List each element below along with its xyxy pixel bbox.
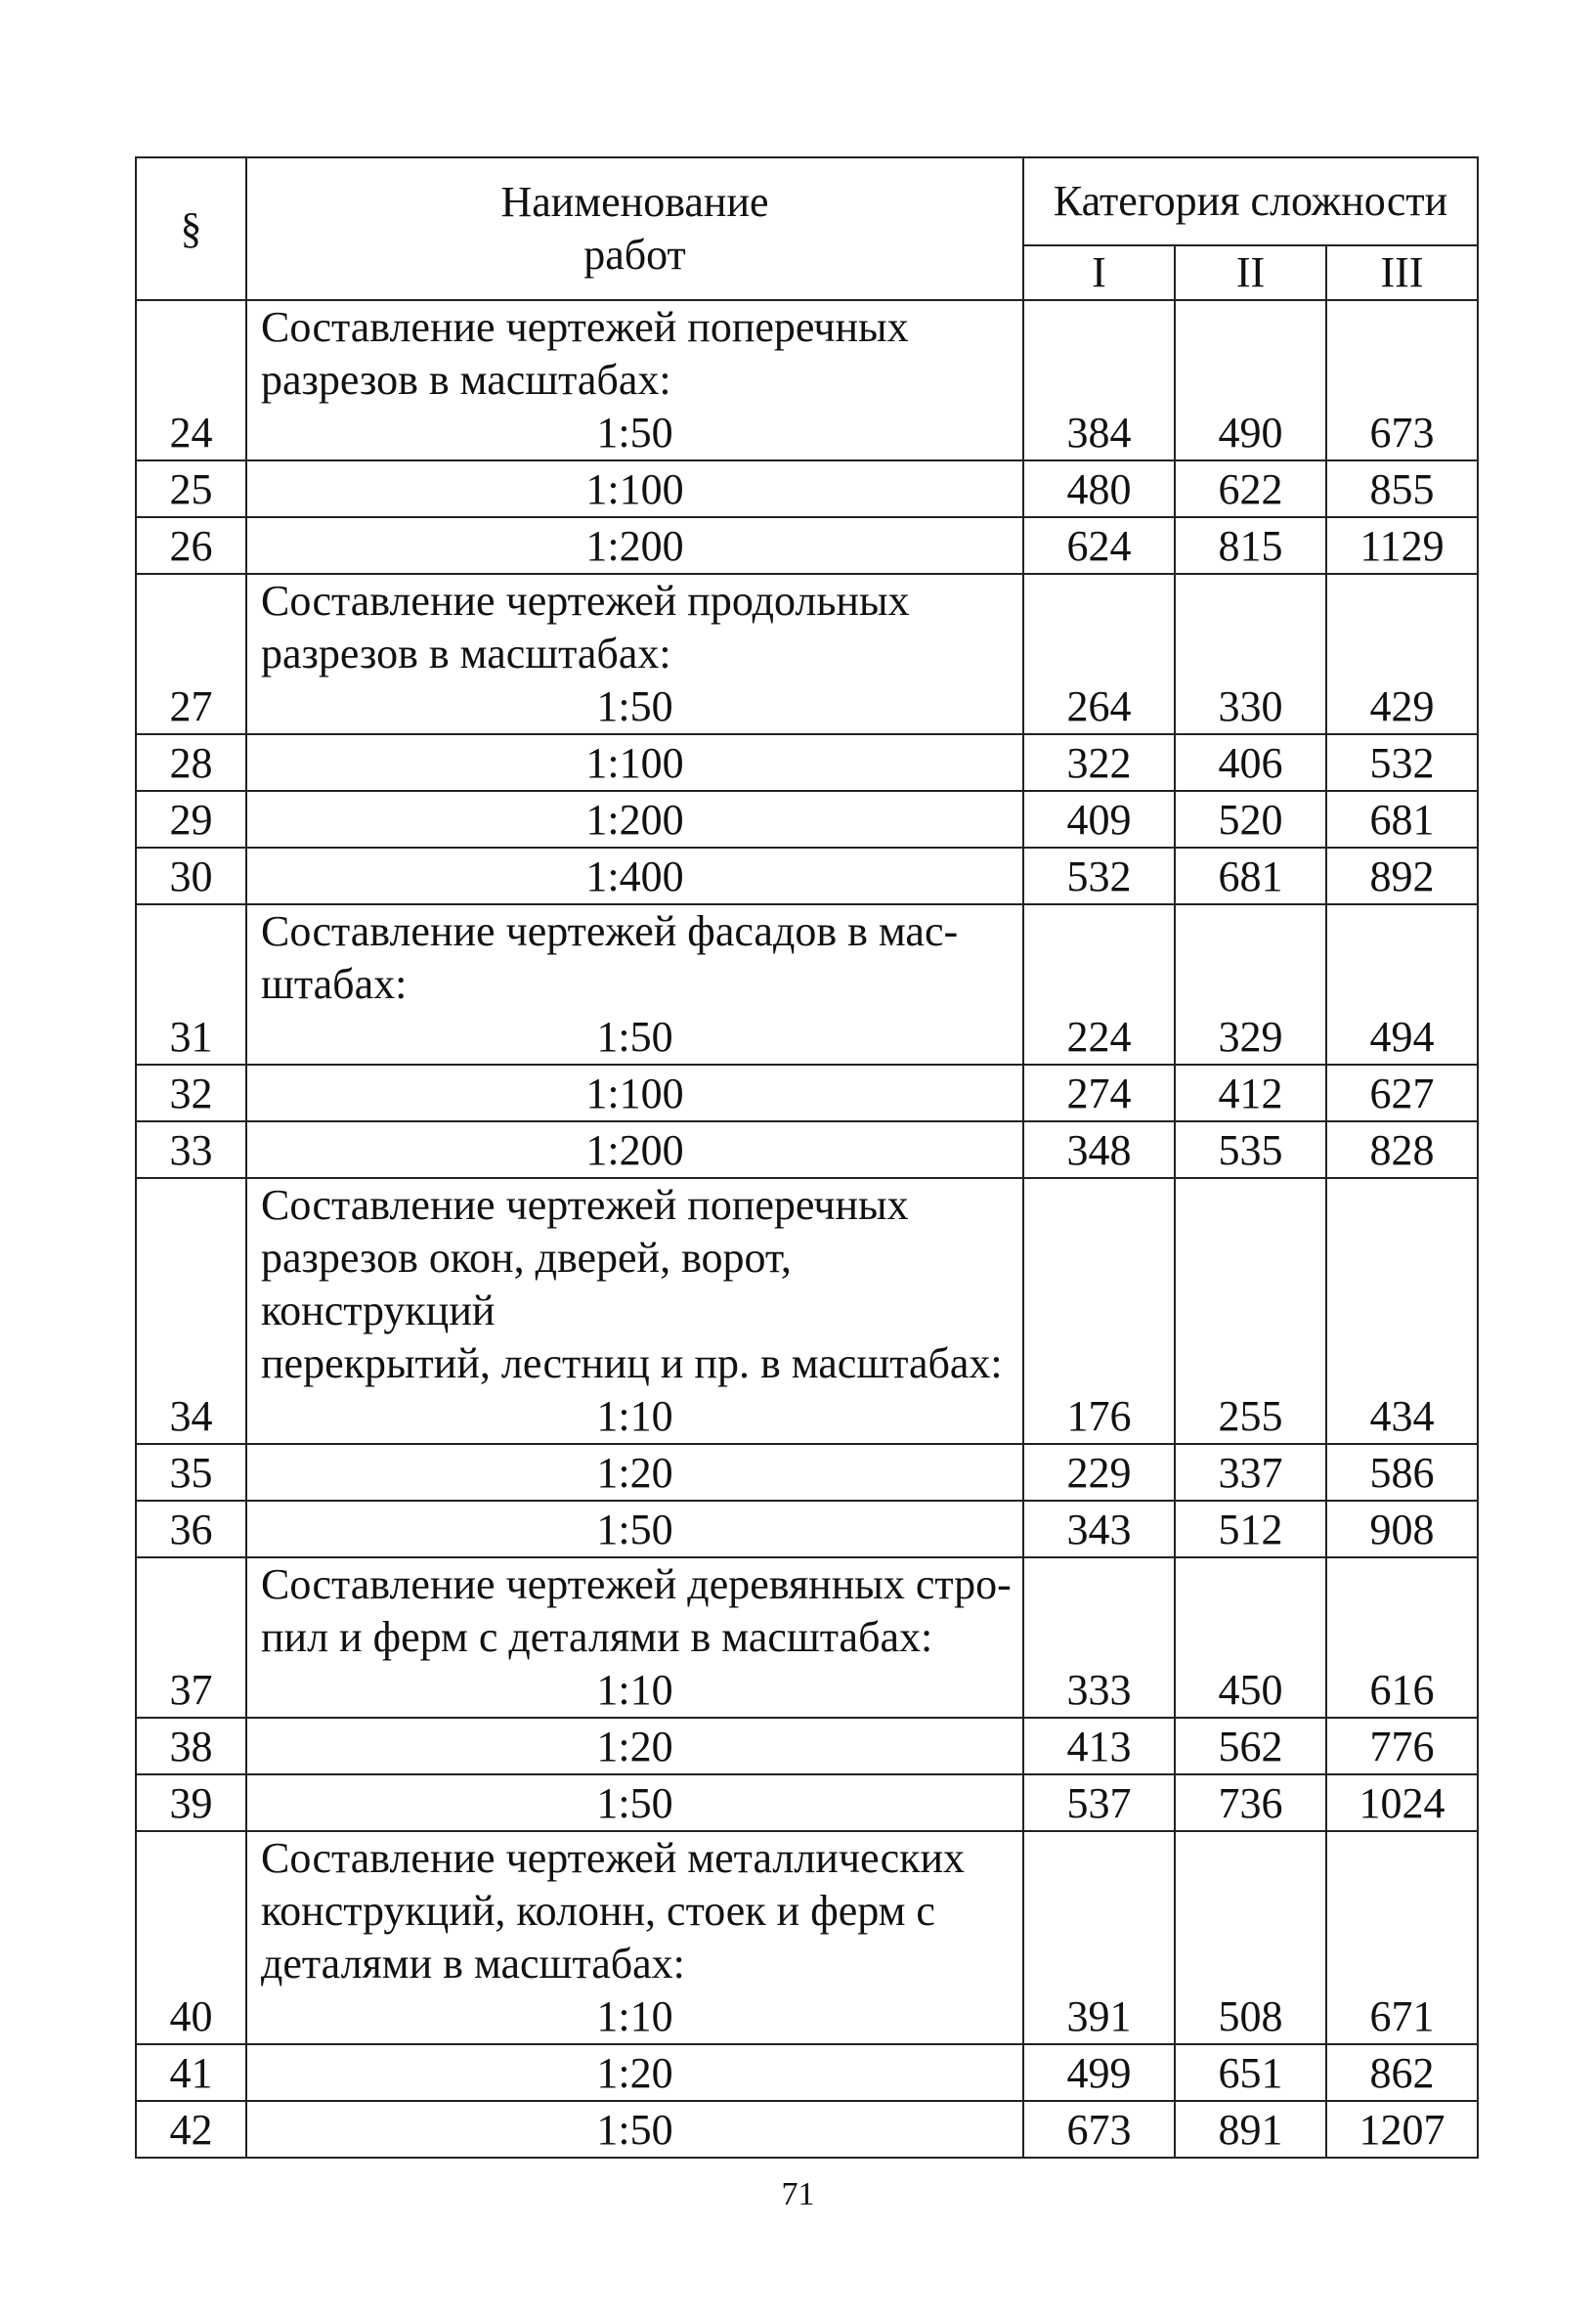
scale-label: 1:100 (585, 465, 684, 513)
scale-label: 1:50 (596, 2106, 673, 2154)
value-cat-2: 651 (1175, 2044, 1326, 2101)
value-cat-2: 891 (1175, 2101, 1326, 2158)
value-cat-3: 892 (1326, 848, 1478, 904)
value-cat-1: 532 (1023, 848, 1175, 904)
header-cat-2: II (1175, 245, 1326, 300)
group-title-line: разрезов окон, дверей, ворот, конструкций (261, 1234, 792, 1334)
value-cat-3: 429 (1326, 574, 1478, 734)
group-title-line: разрезов в масштабах: (261, 356, 671, 404)
value-cat-3: 673 (1326, 300, 1478, 460)
row-name (246, 1444, 1023, 1501)
value-cat-2: 337 (1175, 1444, 1326, 1501)
value-cat-3: 908 (1326, 1501, 1478, 1557)
value-cat-3: 776 (1326, 1718, 1478, 1774)
row-name (246, 1557, 1023, 1718)
row-number: 41 (136, 2044, 246, 2101)
row-name (246, 1718, 1023, 1774)
table-row (136, 1501, 1478, 1557)
row-name (246, 1065, 1023, 1121)
scale-label: 1:10 (596, 1392, 673, 1440)
row-name (246, 1178, 1023, 1444)
value-cat-2: 490 (1175, 300, 1326, 460)
value-cat-2: 562 (1175, 1718, 1326, 1774)
table-row (136, 904, 1478, 1065)
row-number: 42 (136, 2101, 246, 2158)
row-number: 36 (136, 1501, 246, 1557)
value-cat-1: 333 (1023, 1557, 1175, 1718)
row-number: 27 (136, 574, 246, 734)
value-cat-1: 480 (1023, 460, 1175, 517)
table-row (136, 1065, 1478, 1121)
row-number: 24 (136, 300, 246, 460)
value-cat-3: 532 (1326, 734, 1478, 791)
value-cat-2: 450 (1175, 1557, 1326, 1718)
value-cat-2: 681 (1175, 848, 1326, 904)
header-cat-3: III (1326, 245, 1478, 300)
row-number: 39 (136, 1774, 246, 1831)
header-cat-1: I (1023, 245, 1175, 300)
value-cat-2: 406 (1175, 734, 1326, 791)
row-name (246, 517, 1023, 574)
row-number: 38 (136, 1718, 246, 1774)
group-title-line: пил и ферм с деталями в масштабах: (261, 1613, 933, 1661)
header-section-symbol: § (136, 157, 246, 300)
value-cat-3: 1024 (1326, 1774, 1478, 1831)
value-cat-2: 508 (1175, 1831, 1326, 2044)
value-cat-1: 348 (1023, 1121, 1175, 1178)
table-row (136, 848, 1478, 904)
table-row (136, 1831, 1478, 2044)
scale-label: 1:100 (585, 1070, 684, 1117)
group-title-line: Составление чертежей деревянных стро- (261, 1560, 1012, 1608)
row-name (246, 2101, 1023, 2158)
table-row (136, 1557, 1478, 1718)
group-title-line: деталями в масштабах: (261, 1940, 685, 1988)
row-number: 25 (136, 460, 246, 517)
row-name (246, 1831, 1023, 2044)
row-number: 28 (136, 734, 246, 791)
value-cat-2: 520 (1175, 791, 1326, 848)
row-number: 40 (136, 1831, 246, 2044)
table-row (136, 1774, 1478, 1831)
table-row (136, 1178, 1478, 1444)
value-cat-1: 176 (1023, 1178, 1175, 1444)
group-title-line: перекрытий, лестниц и пр. в масштабах: (261, 1339, 1003, 1387)
page-number: 71 (781, 2176, 815, 2212)
scale-label: 1:20 (596, 2049, 673, 2097)
row-number: 37 (136, 1557, 246, 1718)
value-cat-1: 229 (1023, 1444, 1175, 1501)
value-cat-1: 322 (1023, 734, 1175, 791)
value-cat-2: 736 (1175, 1774, 1326, 1831)
row-number: 26 (136, 517, 246, 574)
value-cat-2: 622 (1175, 460, 1326, 517)
row-number: 32 (136, 1065, 246, 1121)
scale-label: 1:200 (585, 796, 684, 844)
row-name (246, 848, 1023, 904)
value-cat-2: 412 (1175, 1065, 1326, 1121)
rates-table (135, 156, 1479, 2159)
header-name-line1: Наименование (500, 178, 769, 226)
table-row (136, 517, 1478, 574)
value-cat-2: 255 (1175, 1178, 1326, 1444)
table-row (136, 2044, 1478, 2101)
row-number: 34 (136, 1178, 246, 1444)
scale-label: 1:100 (585, 739, 684, 787)
row-name (246, 791, 1023, 848)
scale-label: 1:400 (585, 852, 684, 900)
value-cat-2: 512 (1175, 1501, 1326, 1557)
group-title-line: Составление чертежей продольных (261, 577, 910, 625)
group-title-line: разрезов в масштабах: (261, 630, 671, 677)
value-cat-1: 499 (1023, 2044, 1175, 2101)
table-body (136, 300, 1478, 2158)
value-cat-1: 343 (1023, 1501, 1175, 1557)
row-name (246, 1121, 1023, 1178)
scale-label: 1:20 (596, 1723, 673, 1770)
value-cat-3: 1207 (1326, 2101, 1478, 2158)
table-row (136, 460, 1478, 517)
value-cat-3: 828 (1326, 1121, 1478, 1178)
value-cat-1: 624 (1023, 517, 1175, 574)
scale-label: 1:50 (596, 409, 673, 457)
group-title-line: штабах: (261, 960, 408, 1008)
value-cat-3: 434 (1326, 1178, 1478, 1444)
header-name-cell (246, 157, 1023, 300)
group-title-line: Составление чертежей фасадов в мас- (261, 907, 959, 955)
group-title-line: конструкций, колонн, стоек и ферм с (261, 1887, 935, 1935)
value-cat-1: 264 (1023, 574, 1175, 734)
row-number: 30 (136, 848, 246, 904)
value-cat-3: 862 (1326, 2044, 1478, 2101)
table-row (136, 574, 1478, 734)
row-name (246, 1501, 1023, 1557)
table-row (136, 791, 1478, 848)
row-name (246, 460, 1023, 517)
value-cat-3: 616 (1326, 1557, 1478, 1718)
value-cat-3: 855 (1326, 460, 1478, 517)
scale-label: 1:10 (596, 1666, 673, 1714)
value-cat-2: 815 (1175, 517, 1326, 574)
value-cat-1: 274 (1023, 1065, 1175, 1121)
value-cat-3: 627 (1326, 1065, 1478, 1121)
row-name (246, 904, 1023, 1065)
row-name (246, 1774, 1023, 1831)
group-title-line: Составление чертежей поперечных (261, 1181, 909, 1229)
scale-label: 1:20 (596, 1449, 673, 1497)
value-cat-2: 535 (1175, 1121, 1326, 1178)
table-row (136, 734, 1478, 791)
value-cat-3: 1129 (1326, 517, 1478, 574)
scale-label: 1:50 (596, 1779, 673, 1827)
header-name-line2: работ (583, 231, 686, 279)
row-number: 29 (136, 791, 246, 848)
value-cat-2: 330 (1175, 574, 1326, 734)
table-row (136, 1718, 1478, 1774)
value-cat-3: 494 (1326, 904, 1478, 1065)
value-cat-2: 329 (1175, 904, 1326, 1065)
value-cat-1: 384 (1023, 300, 1175, 460)
row-number: 35 (136, 1444, 246, 1501)
table-row (136, 300, 1478, 460)
table-row (136, 1121, 1478, 1178)
scale-label: 1:50 (596, 1506, 673, 1553)
value-cat-3: 681 (1326, 791, 1478, 848)
scale-label: 1:200 (585, 522, 684, 570)
value-cat-1: 537 (1023, 1774, 1175, 1831)
scale-label: 1:10 (596, 1992, 673, 2040)
row-name (246, 300, 1023, 460)
value-cat-3: 671 (1326, 1831, 1478, 2044)
row-number: 33 (136, 1121, 246, 1178)
value-cat-1: 673 (1023, 2101, 1175, 2158)
group-title-line: Составление чертежей металлических (261, 1834, 966, 1882)
row-number: 31 (136, 904, 246, 1065)
row-name (246, 2044, 1023, 2101)
row-name (246, 574, 1023, 734)
value-cat-1: 409 (1023, 791, 1175, 848)
table-row (136, 2101, 1478, 2158)
table-row (136, 1444, 1478, 1501)
header-category: Категория сложности (1023, 157, 1478, 245)
row-name (246, 734, 1023, 791)
value-cat-1: 413 (1023, 1718, 1175, 1774)
scale-label: 1:50 (596, 1013, 673, 1061)
scale-label: 1:200 (585, 1126, 684, 1174)
value-cat-3: 586 (1326, 1444, 1478, 1501)
value-cat-1: 391 (1023, 1831, 1175, 2044)
value-cat-1: 224 (1023, 904, 1175, 1065)
scale-label: 1:50 (596, 682, 673, 730)
group-title-line: Составление чертежей поперечных (261, 303, 909, 351)
